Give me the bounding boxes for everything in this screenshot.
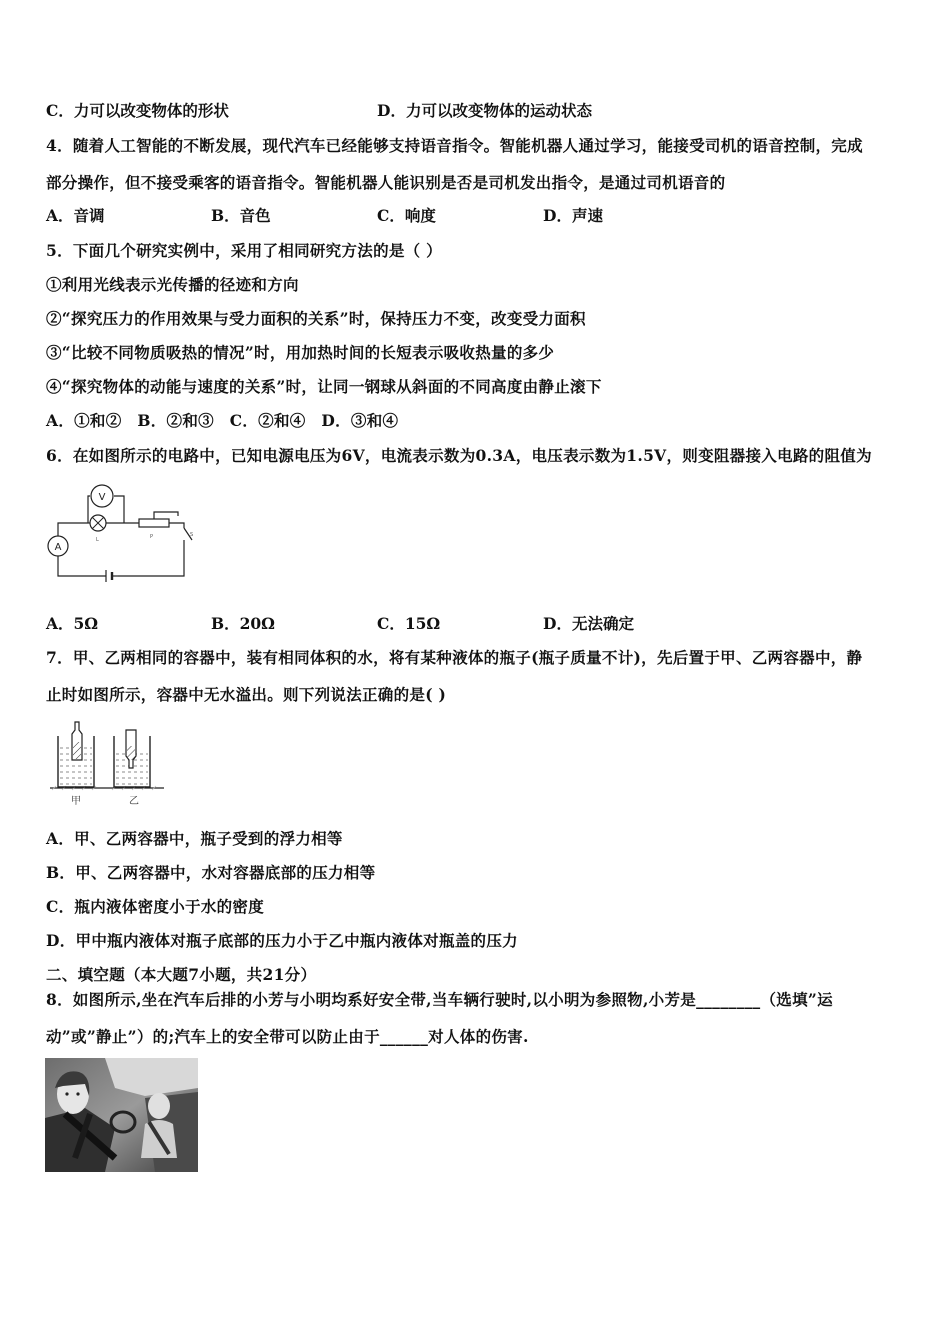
circuit-diagram bbox=[44, 478, 196, 590]
q6-option-a: A．5Ω bbox=[46, 614, 99, 633]
q7-option-c: C．瓶内液体密度小于水的密度 bbox=[46, 897, 265, 916]
q5-item-3: ③“比较不同物质吸热的情况”时，用加热时间的长短表示吸收热量的多少 bbox=[46, 343, 555, 362]
q6-option-c: C．15Ω bbox=[377, 614, 441, 633]
container-jia bbox=[58, 722, 94, 787]
q4-stem-line2: 部分操作，但不接受乘客的语音指令。智能机器人能识别是否是司机发出指令，是通过司机语音的 bbox=[46, 173, 726, 192]
q6-option-b: B．20Ω bbox=[211, 614, 275, 633]
containers-figure bbox=[48, 716, 168, 808]
q7-stem-line2: 止时如图所示，容器中无水溢出。则下列说法正确的是( ) bbox=[46, 685, 447, 704]
section-title: 二、填空题（本大题7小题，共21分） bbox=[46, 965, 317, 984]
q4-option-d: D．声速 bbox=[543, 206, 603, 225]
q5-options: A．①和② B．②和③ C．②和④ D．③和④ bbox=[46, 411, 399, 430]
q5-item-4: ④“探究物体的动能与速度的关系”时，让同一钢球从斜面的不同高度由静止滚下 bbox=[46, 377, 602, 396]
q8-stem-line2: 动”或”静止”）的;汽车上的安全带可以防止由于______对人体的伤害. bbox=[46, 1027, 529, 1046]
q7-option-d: D．甲中瓶内液体对瓶子底部的压力小于乙中瓶内液体对瓶盖的压力 bbox=[46, 931, 518, 950]
q7-option-b: B．甲、乙两容器中，水对容器底部的压力相等 bbox=[46, 863, 376, 882]
ammeter-label: A bbox=[54, 542, 62, 553]
q5-stem: 5．下面几个研究实例中，采用了相同研究方法的是（ ） bbox=[46, 241, 442, 260]
q4-option-c: C．响度 bbox=[377, 206, 436, 225]
q3-option-d: D．力可以改变物体的运动状态 bbox=[377, 101, 592, 120]
q6-stem: 6．在如图所示的电路中，已知电源电压为6V，电流表示数为0.3A，电压表示数为1.5V，则变阻器接入电路的阻值为 bbox=[46, 446, 872, 465]
bulb-label: L bbox=[96, 537, 99, 543]
q4-stem-line1: 4．随着人工智能的不断发展，现代汽车已经能够支持语音指令。智能机器人通过学习，能接受司机的语音控制，完成 bbox=[46, 136, 863, 155]
label-jia: 甲 bbox=[71, 796, 81, 807]
q4-option-b: B．音色 bbox=[211, 206, 271, 225]
q8-stem-line1: 8．如图所示,坐在汽车后排的小芳与小明均系好安全带,当车辆行驶时,以小明为参照物,小芳是________（选填”运 bbox=[46, 990, 833, 1009]
switch-label: S bbox=[190, 532, 194, 538]
voltmeter-label: V bbox=[98, 492, 106, 503]
q4-option-a: A．音调 bbox=[46, 206, 105, 225]
car-seatbelt-photo bbox=[45, 1058, 198, 1172]
q3-option-c: C．力可以改变物体的形状 bbox=[46, 101, 229, 120]
rheostat-label: P bbox=[150, 534, 154, 540]
q5-item-1: ①利用光线表示光传播的径迹和方向 bbox=[46, 275, 299, 294]
q7-stem-line1: 7．甲、乙两相同的容器中，装有相同体积的水，将有某种液体的瓶子(瓶子质量不计)，先后置于甲、乙两容器中，静 bbox=[46, 648, 863, 667]
container-yi bbox=[114, 730, 150, 787]
q5-item-2: ②“探究压力的作用效果与受力面积的关系”时，保持压力不变，改变受力面积 bbox=[46, 309, 586, 328]
label-yi: 乙 bbox=[129, 796, 139, 807]
q6-option-d: D．无法确定 bbox=[543, 614, 634, 633]
q7-option-a: A．甲、乙两容器中，瓶子受到的浮力相等 bbox=[46, 829, 343, 848]
